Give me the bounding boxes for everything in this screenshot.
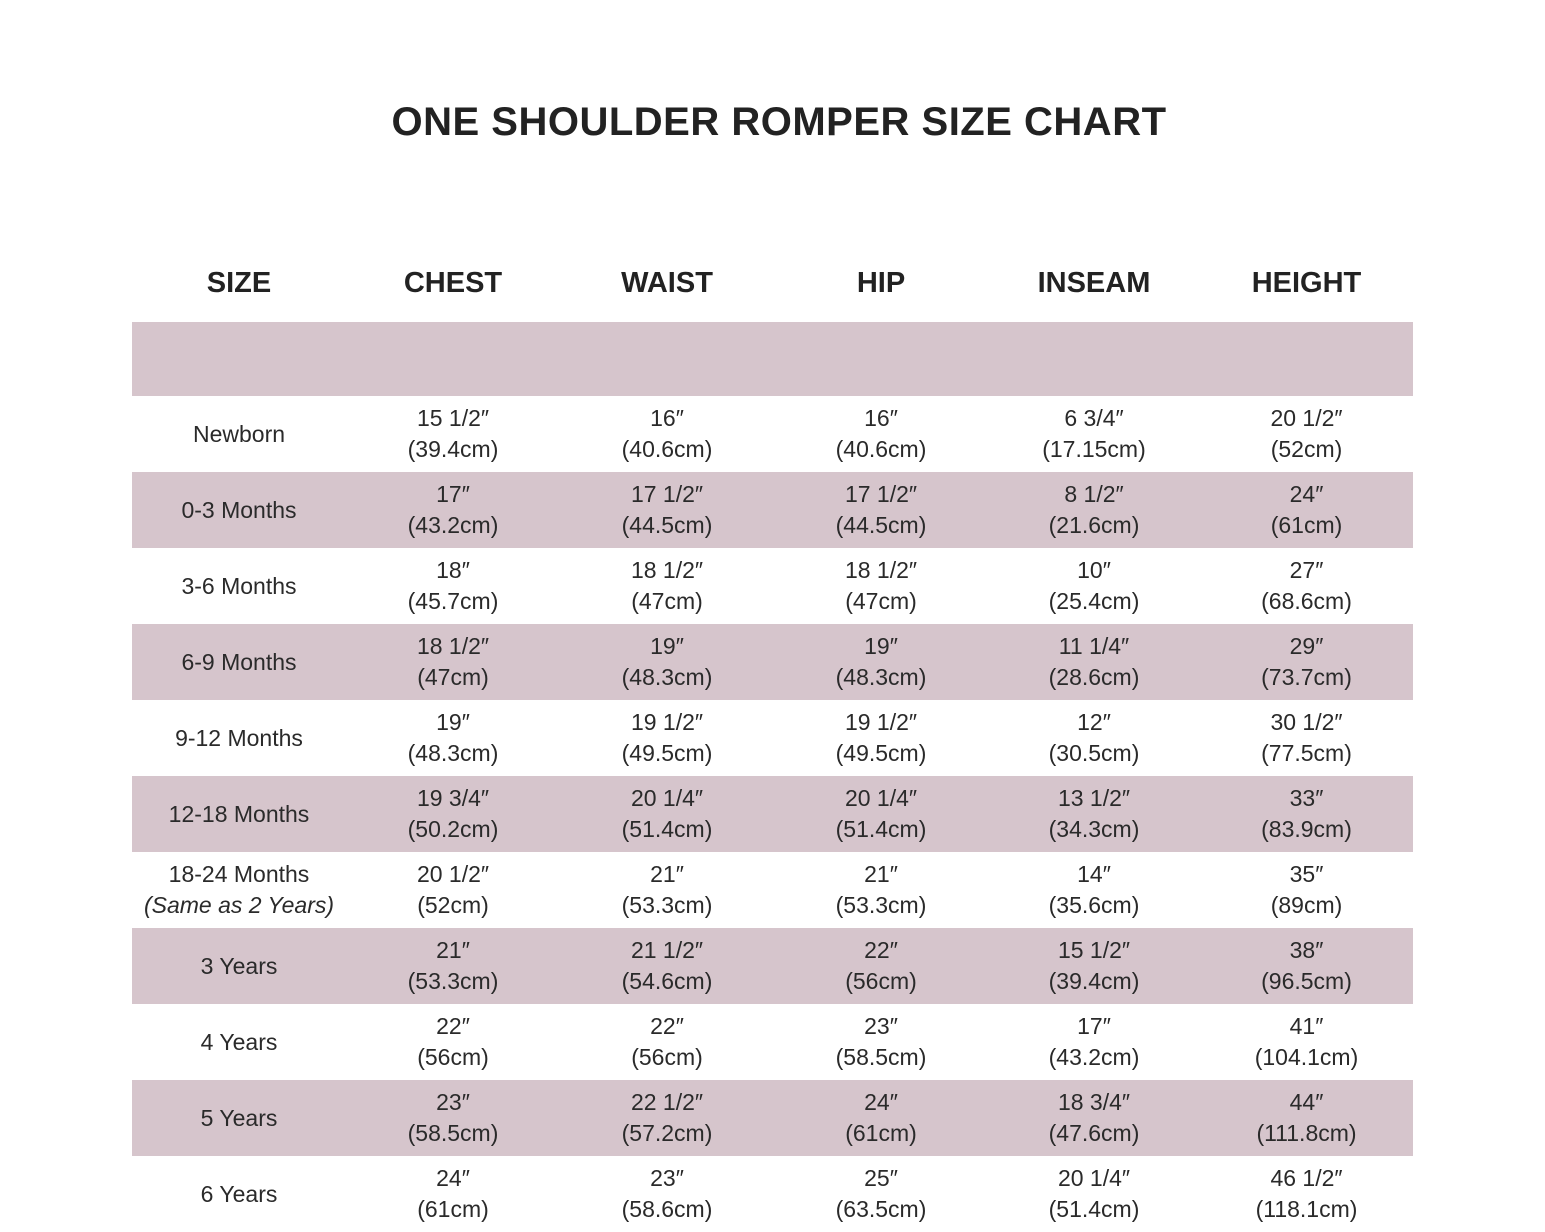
- inseam-inches: 11 1/4″: [1058, 633, 1130, 659]
- inseam-cm: (39.4cm): [1048, 968, 1140, 994]
- height-inches: 44″: [1289, 1089, 1324, 1115]
- inseam-inches: 20 1/4″: [1057, 1165, 1131, 1191]
- chest-inches: 18″: [436, 557, 470, 583]
- size-label: 18-24 Months: [168, 861, 310, 887]
- inseam-cm: (30.5cm): [1048, 740, 1140, 766]
- chest-inches: 20 1/2″: [416, 861, 490, 887]
- header-divider-band: [132, 322, 1413, 396]
- size-label: 6 Years: [200, 1180, 278, 1207]
- height-cm: (52cm): [1270, 436, 1343, 462]
- chest-cm: (43.2cm): [407, 512, 499, 538]
- waist-cm: (49.5cm): [621, 740, 713, 766]
- height-cell: [1200, 1163, 1413, 1225]
- size-cell: [132, 647, 346, 678]
- inseam-cell: [988, 935, 1200, 997]
- table-row: [132, 852, 1413, 928]
- inseam-cell: [988, 707, 1200, 769]
- waist-inches: 22″: [650, 1013, 684, 1039]
- height-inches: 27″: [1289, 557, 1324, 583]
- inseam-cm: (51.4cm): [1048, 1196, 1140, 1222]
- size-cell: [132, 951, 346, 982]
- height-cm: (89cm): [1270, 892, 1343, 918]
- inseam-cell: [988, 783, 1200, 845]
- hip-cell: [774, 1087, 988, 1149]
- hip-cm: (61cm): [845, 1120, 917, 1146]
- table-row: [132, 1156, 1413, 1232]
- inseam-inches: 14″: [1077, 861, 1111, 887]
- waist-cm: (54.6cm): [621, 968, 713, 994]
- size-chart-table: [132, 244, 1413, 1232]
- waist-inches: 21″: [650, 861, 684, 887]
- hip-inches: 25″: [864, 1165, 898, 1191]
- height-cm: (111.8cm): [1256, 1120, 1357, 1146]
- height-cm: (77.5cm): [1261, 740, 1352, 766]
- inseam-cm: (17.15cm): [1042, 436, 1146, 462]
- inseam-inches: 6 3/4″: [1064, 405, 1124, 431]
- table-row: [132, 396, 1413, 472]
- table-row: [132, 548, 1413, 624]
- inseam-cm: (25.4cm): [1048, 588, 1140, 614]
- waist-inches: 23″: [650, 1165, 684, 1191]
- table-header-row: [132, 244, 1413, 322]
- size-label: 6-9 Months: [181, 648, 297, 675]
- inseam-cell: [988, 555, 1200, 617]
- table-row: [132, 472, 1413, 548]
- chest-inches: 23″: [436, 1089, 470, 1115]
- header-chest: CHEST: [403, 266, 503, 299]
- size-cell: [132, 571, 346, 602]
- waist-inches: 19″: [650, 633, 684, 659]
- table-row: [132, 700, 1413, 776]
- waist-inches: 16″: [650, 405, 684, 431]
- height-cell: [1200, 555, 1413, 617]
- waist-cm: (48.3cm): [621, 664, 713, 690]
- height-inches: 30 1/2″: [1270, 709, 1343, 735]
- waist-cell: [560, 1011, 774, 1073]
- inseam-cell: [988, 479, 1200, 541]
- waist-cm: (57.2cm): [621, 1120, 713, 1146]
- height-inches: 33″: [1289, 785, 1324, 811]
- height-cm: (104.1cm): [1254, 1044, 1359, 1070]
- header-hip: HIP: [856, 266, 906, 299]
- height-cell: [1200, 859, 1413, 921]
- waist-cm: (56cm): [631, 1044, 703, 1070]
- height-cell: [1200, 935, 1413, 997]
- chest-cell: [346, 859, 560, 921]
- chest-cell: [346, 1011, 560, 1073]
- table-row: [132, 1004, 1413, 1080]
- hip-cell: [774, 707, 988, 769]
- hip-cm: (48.3cm): [835, 664, 927, 690]
- inseam-cm: (28.6cm): [1048, 664, 1140, 690]
- chest-inches: 15 1/2″: [416, 405, 490, 431]
- size-label: 3-6 Months: [181, 572, 297, 599]
- waist-cm: (53.3cm): [621, 892, 713, 918]
- hip-cm: (51.4cm): [835, 816, 927, 842]
- inseam-cm: (35.6cm): [1048, 892, 1140, 918]
- header-waist: WAIST: [621, 266, 713, 299]
- hip-cell: [774, 783, 988, 845]
- chest-inches: 22″: [436, 1013, 470, 1039]
- inseam-inches: 8 1/2″: [1064, 481, 1124, 507]
- height-cell: [1200, 1011, 1413, 1073]
- size-cell: [132, 1179, 346, 1210]
- height-cell: [1200, 631, 1413, 693]
- waist-cell: [560, 479, 774, 541]
- chest-cm: (50.2cm): [407, 816, 499, 842]
- hip-cm: (47cm): [845, 588, 917, 614]
- chest-cm: (48.3cm): [407, 740, 499, 766]
- hip-inches: 24″: [864, 1089, 898, 1115]
- hip-cm: (58.5cm): [835, 1044, 927, 1070]
- chest-cell: [346, 935, 560, 997]
- hip-inches: 23″: [864, 1013, 898, 1039]
- inseam-cell: [988, 1087, 1200, 1149]
- height-cell: [1200, 1087, 1413, 1149]
- size-label: 9-12 Months: [175, 724, 303, 751]
- chest-cm: (39.4cm): [407, 436, 499, 462]
- header-size: SIZE: [206, 266, 272, 299]
- hip-cm: (40.6cm): [835, 436, 927, 462]
- waist-inches: 20 1/4″: [630, 785, 704, 811]
- hip-cell: [774, 479, 988, 541]
- waist-cm: (51.4cm): [621, 816, 713, 842]
- hip-inches: 16″: [864, 405, 898, 431]
- inseam-cm: (21.6cm): [1048, 512, 1140, 538]
- chest-cm: (47cm): [417, 664, 489, 690]
- inseam-inches: 12″: [1077, 709, 1111, 735]
- inseam-inches: 17″: [1077, 1013, 1111, 1039]
- height-cm: (73.7cm): [1261, 664, 1352, 690]
- height-cell: [1200, 479, 1413, 541]
- hip-cm: (53.3cm): [835, 892, 927, 918]
- inseam-cm: (43.2cm): [1048, 1044, 1140, 1070]
- waist-cm: (58.6cm): [621, 1196, 713, 1222]
- waist-cell: [560, 783, 774, 845]
- size-label: 3 Years: [200, 952, 278, 979]
- size-cell: [132, 723, 346, 754]
- size-cell: [132, 1027, 346, 1058]
- size-cell: [132, 495, 346, 526]
- height-inches: 24″: [1289, 481, 1324, 507]
- hip-inches: 17 1/2″: [844, 481, 918, 507]
- waist-cell: [560, 631, 774, 693]
- chest-cell: [346, 783, 560, 845]
- hip-inches: 18 1/2″: [844, 557, 918, 583]
- table-body: [132, 396, 1413, 1232]
- hip-cell: [774, 631, 988, 693]
- chest-cell: [346, 1163, 560, 1225]
- size-label: 0-3 Months: [181, 496, 297, 523]
- inseam-cell: [988, 1011, 1200, 1073]
- inseam-cell: [988, 403, 1200, 465]
- chest-cell: [346, 403, 560, 465]
- hip-cm: (56cm): [845, 968, 917, 994]
- waist-inches: 19 1/2″: [630, 709, 704, 735]
- inseam-cm: (47.6cm): [1048, 1120, 1140, 1146]
- hip-cell: [774, 935, 988, 997]
- height-cm: (96.5cm): [1261, 968, 1352, 994]
- height-inches: 20 1/2″: [1270, 405, 1343, 431]
- waist-cell: [560, 555, 774, 617]
- chest-inches: 18 1/2″: [416, 633, 490, 659]
- height-inches: 29″: [1289, 633, 1324, 659]
- waist-cell: [560, 707, 774, 769]
- chest-cm: (45.7cm): [407, 588, 499, 614]
- inseam-inches: 15 1/2″: [1057, 937, 1131, 963]
- table-row: [132, 1080, 1413, 1156]
- height-cell: [1200, 707, 1413, 769]
- height-inches: 46 1/2″: [1270, 1165, 1343, 1191]
- page-title: ONE SHOULDER ROMPER SIZE CHART: [391, 100, 1167, 144]
- chest-inches: 19″: [436, 709, 470, 735]
- hip-cell: [774, 403, 988, 465]
- hip-inches: 22″: [864, 937, 898, 963]
- size-label: 12-18 Months: [168, 800, 310, 827]
- chest-inches: 19 3/4″: [416, 785, 490, 811]
- chest-cell: [346, 631, 560, 693]
- height-inches: 41″: [1289, 1013, 1324, 1039]
- size-cell: [132, 419, 346, 450]
- waist-cell: [560, 935, 774, 997]
- height-inches: 35″: [1289, 861, 1324, 887]
- header-inseam: INSEAM: [1037, 266, 1151, 299]
- inseam-cm: (34.3cm): [1048, 816, 1140, 842]
- inseam-inches: 10″: [1077, 557, 1111, 583]
- size-cell: [132, 859, 346, 921]
- size-label: 5 Years: [200, 1104, 278, 1131]
- hip-cm: (49.5cm): [835, 740, 927, 766]
- height-cm: (68.6cm): [1261, 588, 1352, 614]
- waist-inches: 18 1/2″: [630, 557, 704, 583]
- hip-cell: [774, 1163, 988, 1225]
- hip-cm: (63.5cm): [835, 1196, 927, 1222]
- hip-cell: [774, 1011, 988, 1073]
- waist-cell: [560, 1163, 774, 1225]
- size-label: Newborn: [192, 420, 286, 447]
- hip-inches: 21″: [864, 861, 898, 887]
- hip-cell: [774, 859, 988, 921]
- height-cm: (83.9cm): [1261, 816, 1352, 842]
- inseam-inches: 13 1/2″: [1057, 785, 1131, 811]
- height-cell: [1200, 783, 1413, 845]
- size-label: 4 Years: [200, 1028, 278, 1055]
- size-cell: [132, 799, 346, 830]
- header-height: HEIGHT: [1251, 266, 1362, 299]
- inseam-inches: 18 3/4″: [1057, 1089, 1131, 1115]
- chest-inches: 17″: [436, 481, 470, 507]
- hip-inches: 19″: [864, 633, 898, 659]
- size-note: (Same as 2 Years): [143, 892, 335, 918]
- hip-cm: (44.5cm): [835, 512, 927, 538]
- chest-inches: 24″: [436, 1165, 470, 1191]
- waist-inches: 17 1/2″: [630, 481, 704, 507]
- waist-cm: (47cm): [631, 588, 703, 614]
- inseam-cell: [988, 1163, 1200, 1225]
- waist-inches: 21 1/2″: [630, 937, 704, 963]
- height-cm: (61cm): [1270, 512, 1343, 538]
- chest-cell: [346, 1087, 560, 1149]
- table-row: [132, 928, 1413, 1004]
- chest-cm: (61cm): [417, 1196, 489, 1222]
- hip-inches: 20 1/4″: [844, 785, 918, 811]
- chest-cm: (52cm): [417, 892, 489, 918]
- chest-cm: (56cm): [417, 1044, 489, 1070]
- waist-cell: [560, 859, 774, 921]
- chest-cm: (53.3cm): [407, 968, 499, 994]
- inseam-cell: [988, 631, 1200, 693]
- table-row: [132, 624, 1413, 700]
- chest-cell: [346, 707, 560, 769]
- table-row: [132, 776, 1413, 852]
- waist-cm: (40.6cm): [621, 436, 713, 462]
- chest-cell: [346, 479, 560, 541]
- waist-cell: [560, 1087, 774, 1149]
- waist-cm: (44.5cm): [621, 512, 713, 538]
- height-inches: 38″: [1289, 937, 1324, 963]
- chest-inches: 21″: [436, 937, 470, 963]
- hip-cell: [774, 555, 988, 617]
- hip-inches: 19 1/2″: [844, 709, 918, 735]
- height-cm: (118.1cm): [1255, 1196, 1358, 1222]
- height-cell: [1200, 403, 1413, 465]
- chest-cm: (58.5cm): [407, 1120, 499, 1146]
- waist-cell: [560, 403, 774, 465]
- waist-inches: 22 1/2″: [630, 1089, 704, 1115]
- size-cell: [132, 1103, 346, 1134]
- inseam-cell: [988, 859, 1200, 921]
- chest-cell: [346, 555, 560, 617]
